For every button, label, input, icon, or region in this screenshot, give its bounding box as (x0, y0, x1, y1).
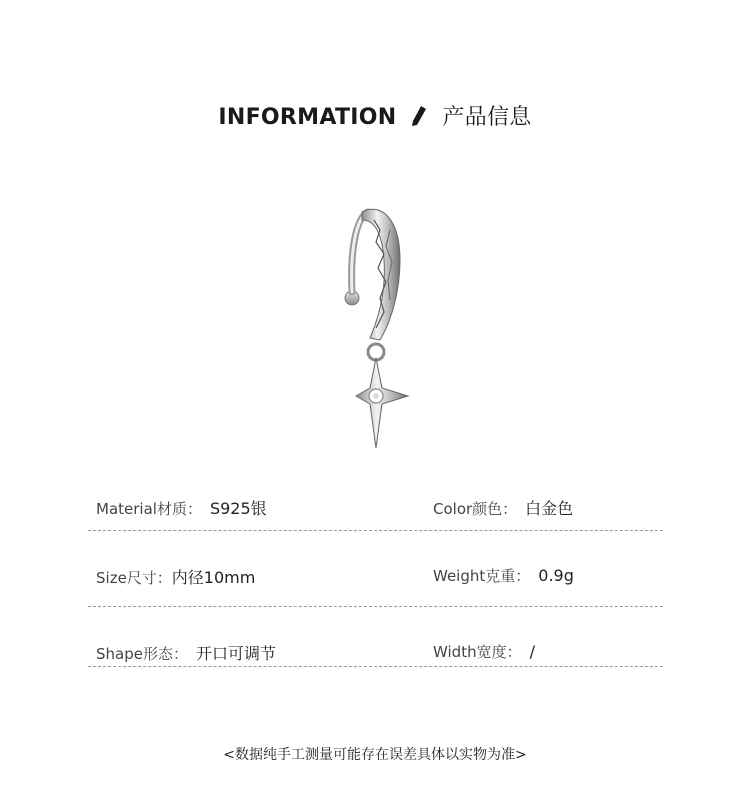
spec-weight (433, 565, 574, 586)
spec-row-size-weight (88, 565, 663, 605)
divider (88, 606, 663, 607)
spec-width (433, 641, 535, 662)
measurement-disclaimer: <数据纯手工测量可能存在误差具体以实物为准> (223, 747, 527, 763)
size-label: Size尺寸： (96, 569, 172, 587)
color-value: 白金色 (525, 499, 574, 518)
page-title (0, 100, 750, 131)
weight-value: 0.9g (538, 566, 574, 585)
divider (88, 530, 663, 531)
spec-material (96, 496, 267, 519)
size-value: 内径10mm (171, 568, 256, 587)
spec-color (433, 496, 573, 519)
material-value: S925银 (209, 499, 267, 518)
divider (88, 666, 663, 667)
title-english: INFORMATION (218, 105, 397, 130)
shape-value: 开口可调节 (195, 644, 276, 663)
spec-shape (96, 641, 276, 664)
weight-label: Weight克重： (433, 567, 531, 585)
title-chinese: 产品信息 (442, 105, 532, 130)
material-label: Material材质： (96, 500, 202, 518)
ear-cuff-product-image (300, 190, 460, 460)
spec-size (96, 565, 255, 588)
pen-icon (410, 105, 428, 127)
color-label: Color颜色： (433, 500, 518, 518)
width-value: / (529, 642, 535, 661)
width-label: Width宽度： (433, 643, 522, 661)
spec-row-shape-width (88, 641, 663, 681)
shape-label: Shape形态： (96, 645, 188, 663)
